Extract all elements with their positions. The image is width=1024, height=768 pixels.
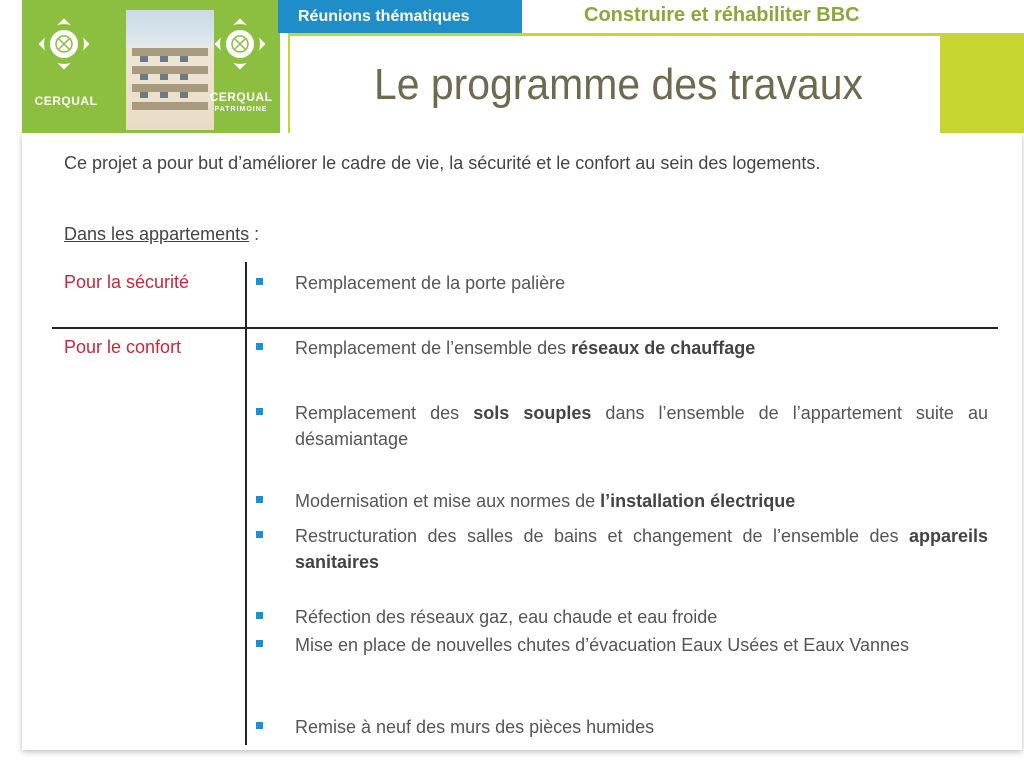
bullet-square-icon: [256, 722, 263, 729]
bullet-square-icon: [256, 278, 263, 285]
cerqual-certification-icon: [34, 14, 94, 74]
cerqual-logo-text: CERQUAL: [34, 94, 98, 108]
section-heading-label: Dans les appartements: [64, 224, 250, 244]
intro-paragraph: Ce projet a pour but d’améliorer le cadre de vie, la sécurité et le confort au sein des logements.: [64, 153, 821, 173]
logo-banner: [22, 0, 280, 133]
section-heading-colon: :: [249, 224, 260, 244]
section-heading: [64, 224, 259, 245]
table-column-divider: [245, 262, 247, 745]
cerqual-patrimoine-logo: [202, 4, 280, 129]
row-label-securite: Pour la sécurité: [64, 272, 190, 292]
header-separator: [280, 33, 288, 133]
table-row-divider: [52, 327, 998, 329]
bullet-square-icon: [256, 640, 263, 647]
bullet-square-icon: [256, 612, 263, 619]
tab-reunions-thematiques: Réunions thématiques: [278, 0, 522, 33]
page-title: Le programme des travaux: [374, 60, 864, 109]
tab-construire-rehabiliter: Construire et réhabiliter BBC: [522, 0, 1024, 33]
bullet-square-icon: [256, 531, 263, 538]
patrimoine-logo-text: CERQUAL: [209, 90, 273, 104]
bullet-square-icon: [256, 496, 263, 503]
cerqual-logo: [26, 4, 106, 129]
cerqual-patrimoine-icon: [210, 14, 270, 74]
row-label-confort: Pour le confort: [64, 337, 182, 357]
patrimoine-logo-subtext: PATRIMOINE: [214, 106, 268, 113]
bullet-square-icon: [256, 343, 263, 350]
bullet-square-icon: [256, 408, 263, 415]
building-photo: [126, 10, 214, 130]
